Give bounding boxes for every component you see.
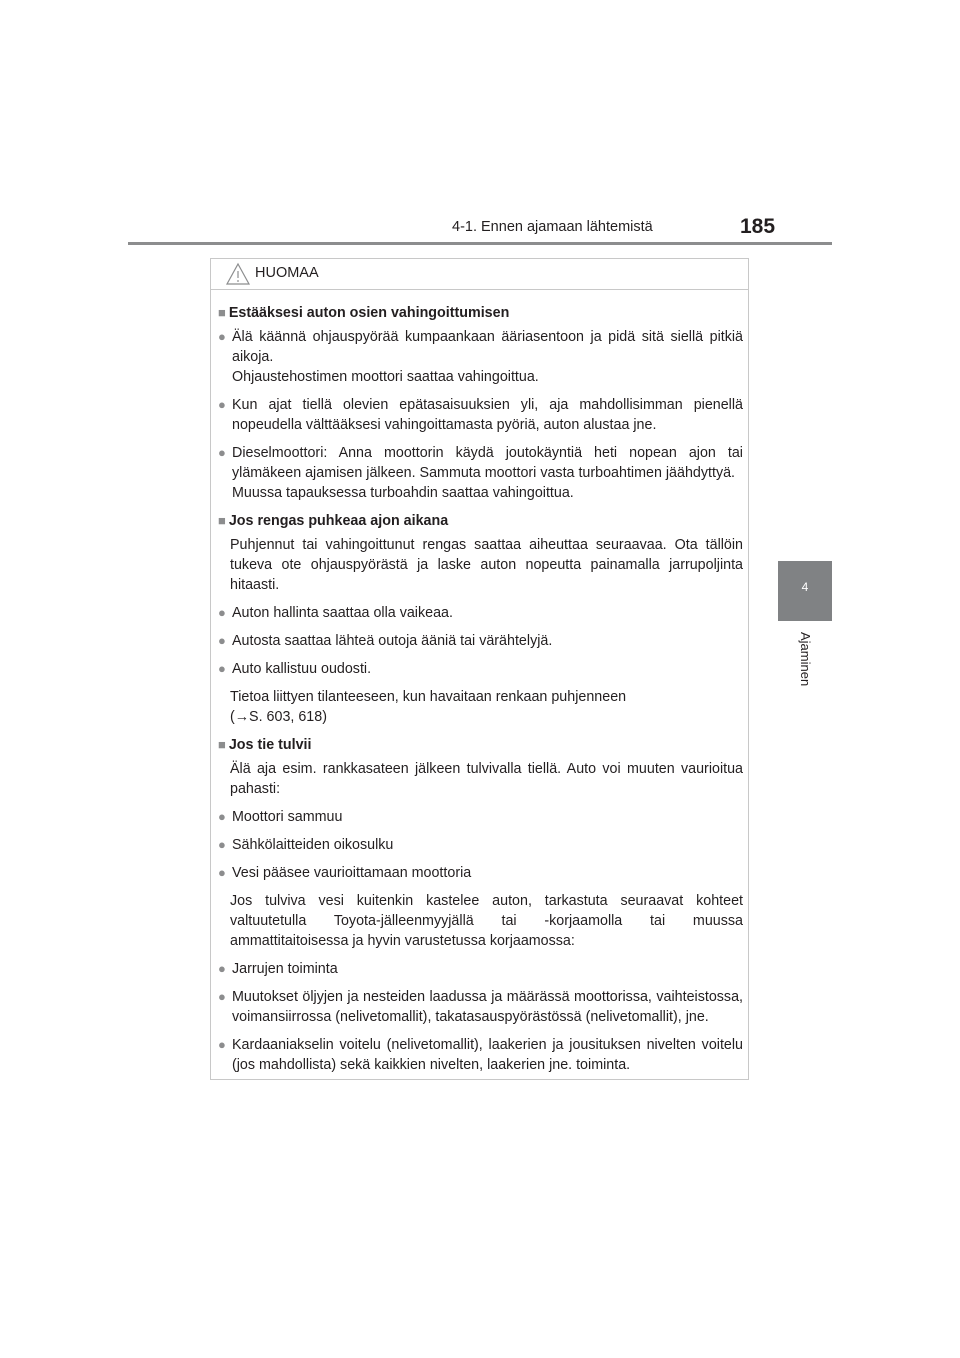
square-bullet-icon: ■ [218,737,226,752]
paragraph [230,535,743,595]
bullet-text [232,863,743,883]
bullet-text [232,603,743,623]
text-line: Muussa tapauksessa turboahdin saattaa vahingoittua. [232,485,574,501]
bullet-text [232,835,743,855]
bullet-item [218,395,743,435]
bullet-text [232,327,743,387]
bullet-item [218,987,743,1027]
chapter-number: 4 [801,580,809,594]
page-number: 185 [740,215,776,238]
bullet-text [232,1035,743,1075]
text-line: (→S. 603, 618) [230,709,327,725]
bullet-text [232,807,743,827]
text-line: Sähkölaitteiden oikosulku [232,837,394,853]
square-bullet-icon: ■ [218,305,226,320]
bullet-dot-icon: ● [218,661,226,676]
text-line: Älä käännä ohjauspyörää kumpaankaan ääriasentoon ja pidä sitä siellä pitkiä aikoja. [232,329,743,365]
bullet-item [218,631,743,651]
chapter-tab [778,561,832,621]
text-line: Moottori sammuu [232,809,343,825]
paragraph [230,891,743,951]
text-line: Kardaaniakselin voitelu (nelivetomallit), laakerien ja jousituksen nivelten voitelu (jos mahdollista) sekä kaikkien nivelten, laakerien jne. toiminta. [232,1037,743,1073]
text-line: Vesi pääsee vaurioittamaan moottoria [232,865,472,881]
square-bullet-icon: ■ [218,513,226,528]
text-line: Auto kallistuu oudosti. [232,661,372,677]
bullet-dot-icon: ● [218,961,226,976]
bullet-text [232,443,743,503]
text-line: Jos tulviva vesi kuitenkin kastelee auton, tarkastuta seuraavat kohteet valtuutetulla Toyota-jälleenmyyjällä tai -korjaamolla tai muussa ammattitaitoisessa ja hyvin varustetussa korjaamossa: [230,893,743,949]
text-line: Dieselmoottori: Anna moottorin käydä joutokäyntiä heti nopean ajon tai ylämäkeen ajamisen jälkeen. Sammuta moottori vasta turboahtimen jäähdyttyä. [232,445,743,481]
bullet-dot-icon: ● [218,989,226,1004]
section-heading [218,735,743,755]
notice-section [218,511,743,727]
bullet-dot-icon: ● [218,605,226,620]
section-heading-text: Jos rengas puhkeaa ajon aikana [228,513,449,529]
chapter-label: Ajaminen [798,632,813,687]
bullet-text [232,631,743,651]
bullet-dot-icon: ● [218,445,226,460]
section-heading-text: Estääksesi auton osien vahingoittumisen [228,305,510,321]
bullet-text [232,659,743,679]
text-line: Puhjennut tai vahingoittunut rengas saattaa aiheuttaa seuraavaa. Ota tällöin tukeva ote ohjauspyörästä ja laske auton nopeutta painamalla jarrupoljinta hitaasti. [230,537,743,593]
bullet-item [218,807,743,827]
bullet-item [218,659,743,679]
bullet-dot-icon: ● [218,1037,226,1052]
bullet-dot-icon: ● [218,633,226,648]
bullet-item [218,835,743,855]
bullet-text [232,987,743,1027]
bullet-dot-icon: ● [218,809,226,824]
notice-section [218,735,743,1075]
text-line: Kun ajat tiellä olevien epätasaisuuksien yli, aja mahdollisimman pienellä nopeudella välttääksesi vahingoittamasta pyöriä, auton alustaa jne. [232,397,743,433]
notice-box [210,258,749,1080]
notice-title: HUOMAA [255,265,319,281]
text-line: Muutokset öljyjen ja nesteiden laadussa ja määrässä moottorissa, vaihteistossa, voimansiirrossa (nelivetomallit), takatasauspyörästössä (nelivetomallit), jne. [232,989,743,1025]
bullet-text [232,395,743,435]
notice-section [218,303,743,503]
bullet-dot-icon: ● [218,865,226,880]
header-section-title: 4-1. Ennen ajamaan lähtemistä [452,219,653,235]
bullet-item [218,443,743,503]
bullet-item [218,863,743,883]
header-rule [128,242,832,245]
bullet-item [218,1035,743,1075]
section-heading-text: Jos tie tulvii [228,737,312,753]
bullet-item [218,603,743,623]
paragraph [230,759,743,799]
warning-triangle-icon [225,262,251,286]
bullet-text [232,959,743,979]
text-line: Ohjaustehostimen moottori saattaa vahingoittua. [232,369,539,385]
paragraph [230,687,743,727]
bullet-item [218,327,743,387]
bullet-dot-icon: ● [218,397,226,412]
bullet-item [218,959,743,979]
text-line: Jarrujen toiminta [232,961,338,977]
text-line: Tietoa liittyen tilanteeseen, kun havaitaan renkaan puhjenneen [230,689,627,705]
notice-header [211,259,748,290]
text-line: Auton hallinta saattaa olla vaikeaa. [232,605,453,621]
text-line: Älä aja esim. rankkasateen jälkeen tulvivalla tiellä. Auto voi muuten vaurioitua pahasti: [230,761,743,797]
section-heading [218,511,743,531]
bullet-dot-icon: ● [218,837,226,852]
bullet-dot-icon: ● [218,329,226,344]
section-heading [218,303,743,323]
text-line: Autosta saattaa lähteä outoja ääniä tai värähtelyjä. [232,633,553,649]
notice-body [218,303,743,1083]
